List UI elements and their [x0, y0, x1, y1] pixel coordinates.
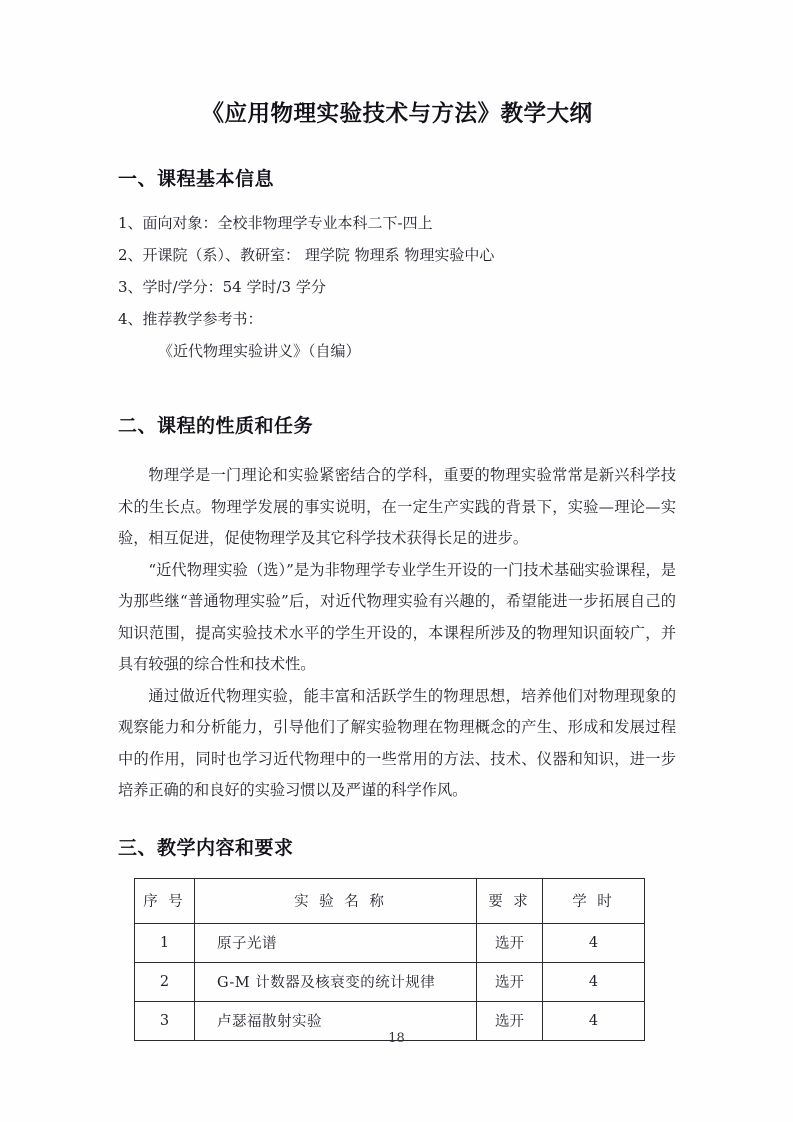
section-heading-nature-and-tasks: 二、课程的性质和任务 [118, 415, 314, 437]
syllabus-table-body [135, 923, 645, 1040]
cell-no: 3 [135, 1001, 195, 1040]
cell-no: 1 [135, 923, 195, 962]
paragraph-course-description: “近代物理实验（选）”是为非物理学专业学生开设的一门技术基础实验课程，是为那些继“普通物理实验”后，对近代物理实验有兴趣的，希望能进一步拓展自己的知识范围，提高实验技术水平的学生开设的，本课程所涉及的物理知识面较广，并具有较强的综合性和技术性。 [118, 560, 676, 673]
spacer-section1-section2 [118, 367, 676, 411]
cell-experiment-name: 原子光谱 [195, 923, 477, 962]
section-heading-content-requirements: 三、教学内容和要求 [118, 836, 294, 859]
column-header-experiment-name: 实 验 名 称 [195, 878, 477, 923]
reference-book-entry: 《近代物理实验讲义》（自编） [158, 342, 361, 360]
table-row [135, 962, 645, 1001]
cell-hours: 4 [543, 1001, 645, 1040]
cell-hours: 4 [543, 923, 645, 962]
info-item-audience: 1、面向对象：全校非物理学专业本科二下-四上 [118, 214, 433, 232]
cell-experiment-name: 卢瑟福散射实验 [195, 1001, 477, 1040]
cell-experiment-name: G-M 计数器及核衰变的统计规律 [195, 962, 477, 1001]
spacer-heading2-body [118, 438, 676, 460]
page-number: 18 [388, 1031, 405, 1046]
paragraph-physics-discipline: 物理学是一门理论和实验紧密结合的学科，重要的物理实验常常是新兴科学技术的生长点。物理学发展的事实说明，在一定生产实践的背景下，实验—理论—实验，相互促进，促使物理学及其它科学技术获得长足的进步。 [118, 466, 676, 547]
cell-requirement: 选开 [477, 1001, 543, 1040]
table-header-row [135, 878, 645, 923]
info-item-department: 2、开课院（系）、教研室： 理学院 物理系 物理实验中心 [118, 246, 495, 264]
syllabus-table [134, 878, 645, 1041]
document-content [118, 0, 676, 1041]
syllabus-table-head [135, 878, 645, 923]
cell-requirement: 选开 [477, 923, 543, 962]
spacer-section2-section3 [118, 807, 676, 833]
column-header-requirement: 要 求 [477, 878, 543, 923]
page-title: 《应用物理实验技术与方法》教学大纲 [201, 101, 593, 127]
syllabus-table-wrapper [134, 878, 676, 1041]
section-heading-basic-info: 一、课程基本信息 [118, 168, 275, 190]
cell-hours: 4 [543, 962, 645, 1001]
info-item-references: 4、推荐教学参考书： [118, 310, 263, 328]
table-row [135, 923, 645, 962]
cell-no: 2 [135, 962, 195, 1001]
course-info-list [118, 207, 676, 367]
info-item-hours-credits: 3、学时/学分：54 学时/3 学分 [118, 278, 326, 296]
paragraph-learning-outcomes: 通过做近代物理实验，能丰富和活跃学生的物理思想，培养他们对物理现象的观察能力和分析能力，引导他们了解实验物理在物理概念的产生、形成和发展过程中的作用，同时也学习近代物理中的一些常用的方法、技术、仪器和知识，进一步培养正确的和良好的实验习惯以及严谨的科学作风。 [118, 686, 676, 799]
column-header-no: 序 号 [135, 878, 195, 923]
cell-requirement: 选开 [477, 962, 543, 1001]
column-header-hours: 学 时 [543, 878, 645, 923]
